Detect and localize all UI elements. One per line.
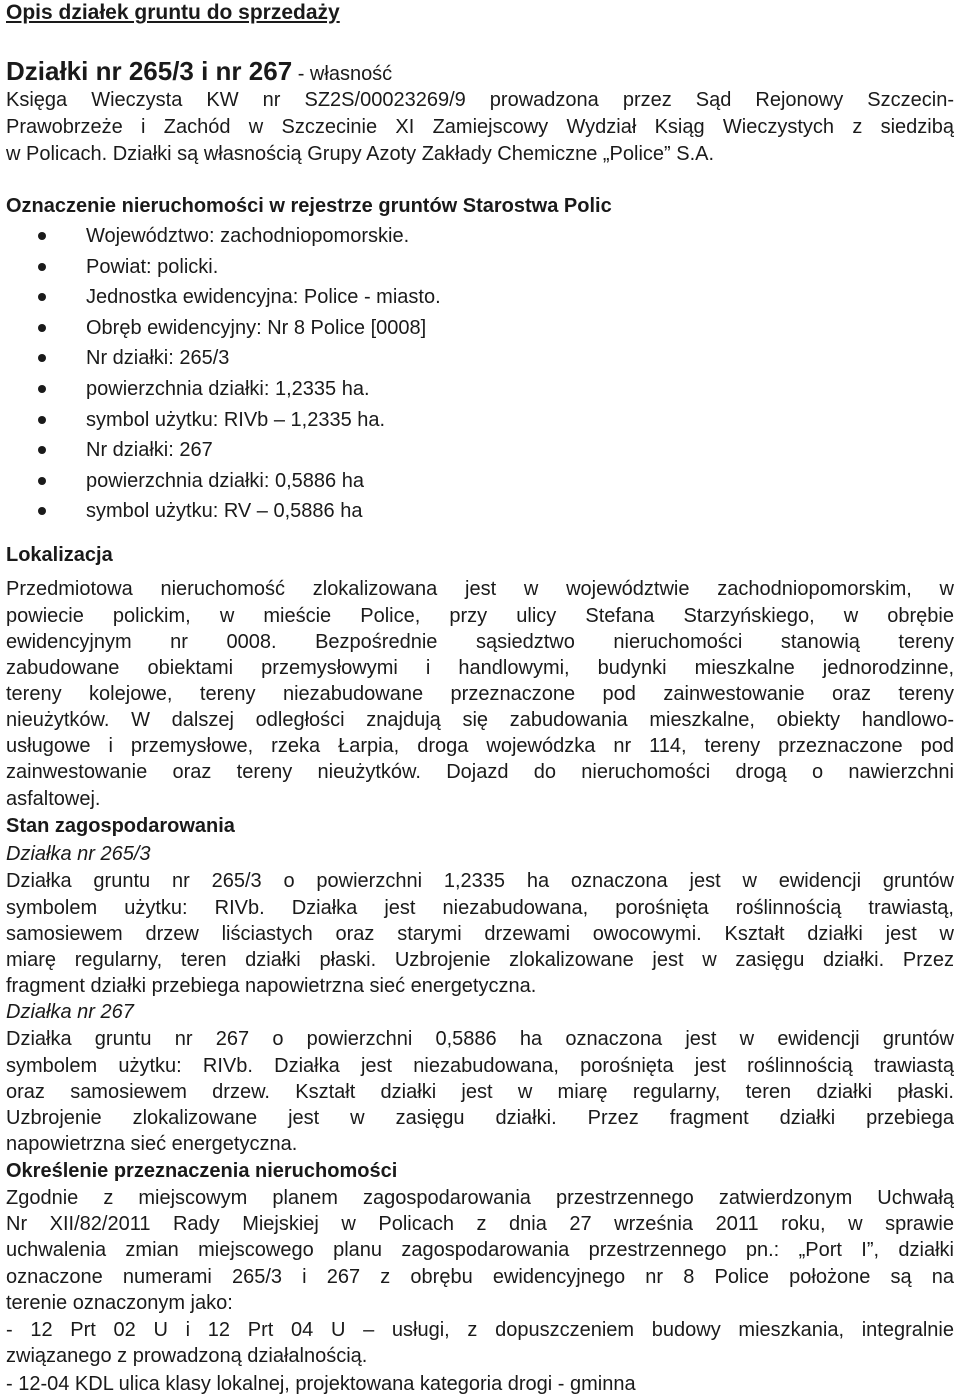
plots-heading-suffix: - własność (292, 63, 393, 85)
purpose-line: Zgodnie z miejscowym planem zagospodarowania przestrzennego zatwierdzonym Uchwałą (6, 1187, 954, 1209)
plots-heading (6, 55, 954, 90)
plots-heading-main: Działki nr 265/3 i nr 267 (6, 56, 293, 86)
location-line: usługowe i przemysłowe, rzeka Łarpia, droga wojewódzka nr 114, tereny przeznaczone pod (6, 735, 954, 757)
plot-267-line: Działka gruntu nr 267 o powierzchni 0,5886 ha oznaczona jest w ewidencji gruntów (6, 1028, 954, 1050)
plot-267-label: Działka nr 267 (6, 1001, 134, 1023)
list-item: powierzchnia działki: 1,2335 ha. (0, 374, 441, 405)
location-line: ewidencyjnym nr 0008. Bezpośrednie sąsiedztwo nieruchomości stanowią tereny (6, 631, 954, 653)
list-item: Nr działki: 267 (0, 435, 441, 466)
location-line: zabudowane obiektami przemysłowymi i handlowymi, budynki mieszkalne jednorodzinne, (6, 657, 954, 679)
document-title: Opis działek gruntu do sprzedaży (6, 1, 340, 24)
plot-265-3-line: samosiewem drzew liściastych oraz starymi drzewami owocowymi. Kształt działki jest w (6, 923, 954, 945)
plot-267-line: napowietrzna sieć energetyczna. (6, 1133, 298, 1155)
location-line: powiecie polickim, w mieście Police, przy ulicy Stefana Starzyńskiego, w obrębie (6, 605, 954, 627)
ownership-line: w Policach. Działki są własnością Grupy Azoty Zakłady Chemiczne „Police” S.A. (6, 143, 715, 165)
bullet-icon (38, 263, 46, 271)
list-item: symbol użytku: RV – 0,5886 ha (0, 496, 441, 527)
purpose-line: oznaczone numerami 265/3 i 267 z obrębu ewidencyjnego nr 8 Police położone są na (6, 1266, 954, 1288)
registry-heading: Oznaczenie nieruchomości w rejestrze gruntów Starostwa Polic (6, 195, 612, 217)
plot-265-3-line: symbolem użytku: RIVb. Działka jest niezabudowana, porośnięta roślinnością trawiastą, (6, 897, 954, 919)
plot-267-line: Uzbrojenie zlokalizowane jest w zasięgu działki. Przez fragment działki przebiega (6, 1107, 954, 1129)
registry-list (0, 221, 441, 527)
bullet-icon (38, 232, 46, 240)
bullet-icon (38, 385, 46, 393)
purpose-heading: Określenie przeznaczenia nieruchomości (6, 1160, 398, 1182)
purpose-line: związanego z prowadzoną działalnością. (6, 1345, 368, 1367)
plot-267-line: symbolem użytku: RIVb. Działka jest niezabudowana, porośnięta jest roślinnością trawiastą (6, 1055, 954, 1077)
list-item: powierzchnia działki: 0,5886 ha (0, 466, 441, 497)
bullet-icon (38, 416, 46, 424)
purpose-line: uchwalenia zmian miejscowego planu zagospodarowania przestrzennego pn.: „Port I”, działki (6, 1239, 954, 1261)
location-line: nieużytków. W dalszej odległości znajdują się zabudowania mieszkalne, obiekty handlowo- (6, 709, 954, 731)
ownership-line: Księga Wieczysta KW nr SZ2S/00023269/9 prowadzona przez Sąd Rejonowy Szczecin- (6, 89, 954, 111)
development-heading: Stan zagospodarowania (6, 815, 235, 837)
bullet-icon (38, 507, 46, 515)
list-item: Obręb ewidencyjny: Nr 8 Police [0008] (0, 313, 441, 344)
location-line: zainwestowanie oraz tereny nieużytków. Dojazd do nieruchomości drogą o nawierzchni (6, 761, 954, 783)
bullet-icon (38, 446, 46, 454)
location-heading: Lokalizacja (6, 544, 113, 566)
list-item: Jednostka ewidencyjna: Police - miasto. (0, 282, 441, 313)
list-item: symbol użytku: RIVb – 1,2335 ha. (0, 405, 441, 436)
bullet-icon (38, 324, 46, 332)
bullet-icon (38, 354, 46, 362)
list-item: Województwo: zachodniopomorskie. (0, 221, 441, 252)
purpose-line: - 12 Prt 02 U i 12 Prt 04 U – usługi, z dopuszczeniem budowy mieszkania, integralnie (6, 1319, 954, 1341)
plot-265-3-line: fragment działki przebiega napowietrzna sieć energetyczna. (6, 975, 537, 997)
bullet-icon (38, 477, 46, 485)
location-line: Przedmiotowa nieruchomość zlokalizowana jest w województwie zachodniopomorskim, w (6, 578, 954, 600)
list-item: Nr działki: 265/3 (0, 343, 441, 374)
plot-267-line: oraz samosiewem drzew. Kształt działki jest w miarę regularny, teren działki płaski. (6, 1081, 954, 1103)
bullet-icon (38, 293, 46, 301)
location-line: tereny kolejowe, tereny niezabudowane przeznaczone pod zainwestowanie oraz tereny (6, 683, 954, 705)
location-line: asfaltowej. (6, 788, 101, 810)
purpose-line: - 12-04 KDL ulica klasy lokalnej, projektowana kategoria drogi - gminna (6, 1373, 636, 1395)
plot-265-3-line: miarę regularny, teren działki płaski. Uzbrojenie zlokalizowane jest w zasięgu działki. Przez (6, 949, 954, 971)
list-item: Powiat: policki. (0, 252, 441, 283)
ownership-line: Prawobrzeże i Zachód w Szczecinie XI Zamiejscowy Wydział Ksiąg Wieczystych z siedzibą (6, 116, 954, 138)
purpose-line: terenie oznaczonym jako: (6, 1292, 233, 1314)
plot-265-3-label: Działka nr 265/3 (6, 843, 151, 865)
purpose-line: Nr XII/82/2011 Rady Miejskiej w Policach z dnia 27 września 2011 roku, w sprawie (6, 1213, 954, 1235)
plot-265-3-line: Działka gruntu nr 265/3 o powierzchni 1,2335 ha oznaczona jest w ewidencji gruntów (6, 870, 954, 892)
